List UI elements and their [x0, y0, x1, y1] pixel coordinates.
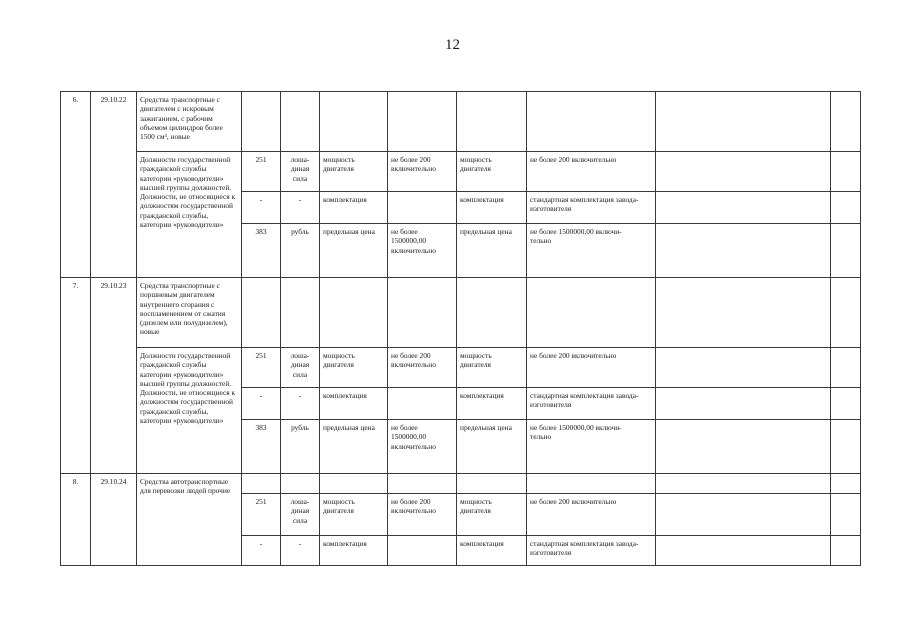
header-empty-cell — [281, 278, 320, 348]
function-cell — [831, 420, 861, 474]
section-header-row — [61, 474, 861, 494]
header-empty-cell — [320, 278, 388, 348]
header-empty-cell — [320, 474, 388, 494]
characteristic-name-2: мощность двигателя — [457, 152, 527, 192]
characteristic-value-2: стандартная комплектация завода-изготовителя — [527, 536, 656, 566]
characteristic-value — [388, 536, 457, 566]
characteristic-value: не более 1500000,00 включительно — [388, 224, 457, 278]
characteristic-value-2: не более 1500000,00 включи- тельно — [527, 420, 656, 474]
header-empty-cell — [457, 92, 527, 152]
requirements-table — [60, 91, 861, 566]
characteristic-row — [61, 152, 861, 192]
okpd-code: 29.10.22 — [91, 92, 137, 278]
okei-code: 251 — [242, 494, 281, 536]
justification-cell — [656, 388, 831, 420]
unit-name: - — [281, 192, 320, 224]
okei-code: 383 — [242, 420, 281, 474]
characteristic-value: не более 200 включительно — [388, 152, 457, 192]
characteristic-value — [388, 388, 457, 420]
unit-name: рубль — [281, 420, 320, 474]
okei-code: - — [242, 192, 281, 224]
header-empty-cell — [831, 92, 861, 152]
characteristic-value-2: не более 200 включительно — [527, 348, 656, 388]
justification-cell — [656, 152, 831, 192]
function-cell — [831, 192, 861, 224]
function-cell — [831, 494, 861, 536]
header-empty-cell — [527, 278, 656, 348]
row-number: 8. — [61, 474, 91, 566]
header-empty-cell — [242, 278, 281, 348]
characteristic-value: не более 200 включительно — [388, 494, 457, 536]
characteristic-name: комплектация — [320, 192, 388, 224]
function-cell — [831, 152, 861, 192]
characteristic-value-2: не более 200 включительно — [527, 494, 656, 536]
header-empty-cell — [831, 278, 861, 348]
characteristic-name: предельная цена — [320, 224, 388, 278]
characteristic-name-2: комплектация — [457, 388, 527, 420]
row-number: 7. — [61, 278, 91, 474]
product-name: Средства автотранспортные для перевозки людей прочие — [137, 474, 242, 566]
okei-code: 251 — [242, 348, 281, 388]
okei-code: 251 — [242, 152, 281, 192]
function-cell — [831, 224, 861, 278]
justification-cell — [656, 192, 831, 224]
header-empty-cell — [457, 474, 527, 494]
okei-code: 383 — [242, 224, 281, 278]
characteristic-name: комплектация — [320, 388, 388, 420]
header-empty-cell — [831, 474, 861, 494]
page-number: 12 — [445, 37, 460, 53]
characteristic-name: мощность двигателя — [320, 494, 388, 536]
justification-cell — [656, 348, 831, 388]
characteristic-value: не более 1500000,00 включительно — [388, 420, 457, 474]
header-empty-cell — [527, 92, 656, 152]
section-header-row — [61, 92, 861, 152]
product-name: Средства транспортные с двигателем с искровым зажиганием, с рабочим объемом цилиндров более 1500 см³, новые — [137, 92, 242, 152]
unit-name: рубль — [281, 224, 320, 278]
header-empty-cell — [281, 474, 320, 494]
characteristic-name-2: предельная цена — [457, 224, 527, 278]
characteristic-name-2: мощность двигателя — [457, 348, 527, 388]
characteristic-value-2: стандартная комплектация завода-изготовителя — [527, 192, 656, 224]
header-empty-cell — [388, 92, 457, 152]
characteristic-value-2: не более 1500000,00 включи- тельно — [527, 224, 656, 278]
okpd-code: 29.10.24 — [91, 474, 137, 566]
product-name: Средства транспортные с поршневым двигателем внутреннего сгорания с воспламенением от сжатия (дизелем или полудизелем), новые — [137, 278, 242, 348]
header-empty-cell — [656, 92, 831, 152]
okei-code: - — [242, 388, 281, 420]
justification-cell — [656, 494, 831, 536]
header-empty-cell — [527, 474, 656, 494]
justification-cell — [656, 536, 831, 566]
characteristic-name: мощность двигателя — [320, 152, 388, 192]
okpd-code: 29.10.23 — [91, 278, 137, 474]
characteristic-value: не более 200 включительно — [388, 348, 457, 388]
unit-name: - — [281, 536, 320, 566]
unit-name: лоша- диная сила — [281, 494, 320, 536]
position-group: Должности государственной гражданской службы категории «руководители» высшей группы должностей. Должности, не относящиеся к должностям государственной гражданской службы, категории «руководители» — [137, 152, 242, 278]
header-empty-cell — [281, 92, 320, 152]
unit-name: лоша- диная сила — [281, 348, 320, 388]
row-number: 6. — [61, 92, 91, 278]
header-empty-cell — [242, 474, 281, 494]
characteristic-name: предельная цена — [320, 420, 388, 474]
justification-cell — [656, 420, 831, 474]
section-header-row — [61, 278, 861, 348]
characteristic-name: мощность двигателя — [320, 348, 388, 388]
header-empty-cell — [242, 92, 281, 152]
characteristic-name-2: мощность двигателя — [457, 494, 527, 536]
header-empty-cell — [457, 278, 527, 348]
unit-name: лоша- диная сила — [281, 152, 320, 192]
okei-code: - — [242, 536, 281, 566]
header-empty-cell — [656, 474, 831, 494]
header-empty-cell — [320, 92, 388, 152]
characteristic-name-2: предельная цена — [457, 420, 527, 474]
characteristic-row — [61, 348, 861, 388]
function-cell — [831, 388, 861, 420]
unit-name: - — [281, 388, 320, 420]
justification-cell — [656, 224, 831, 278]
characteristic-name: комплектация — [320, 536, 388, 566]
function-cell — [831, 348, 861, 388]
position-group: Должности государственной гражданской службы категории «руководители» высшей группы должностей. Должности, не относящиеся к должностям государственной гражданской службы, категории «руководители» — [137, 348, 242, 474]
characteristic-value-2: не более 200 включительно — [527, 152, 656, 192]
characteristic-value-2: стандартная комплектация завода-изготовителя — [527, 388, 656, 420]
header-empty-cell — [656, 278, 831, 348]
characteristic-name-2: комплектация — [457, 192, 527, 224]
header-empty-cell — [388, 278, 457, 348]
characteristic-name-2: комплектация — [457, 536, 527, 566]
characteristic-value — [388, 192, 457, 224]
header-empty-cell — [388, 474, 457, 494]
function-cell — [831, 536, 861, 566]
